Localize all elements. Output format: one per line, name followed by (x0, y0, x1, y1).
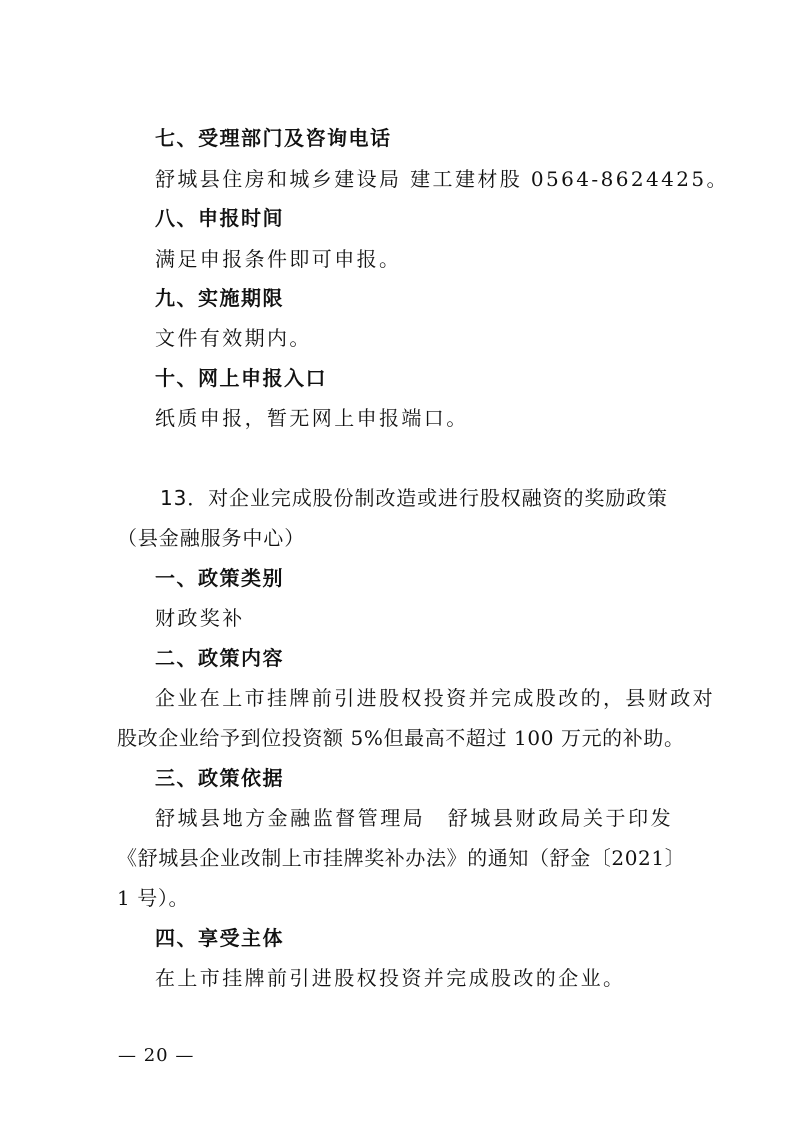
page-number: — 20 — (118, 1045, 195, 1066)
section-content-contact: 舒城县住房和城乡建设局 建工建材股 0564-8624425。 (155, 167, 729, 191)
policy-content-line-1: 企业在上市挂牌前引进股权投资并完成股改的，县财政对 (155, 686, 715, 710)
section-heading-policy-category: 一、政策类别 (155, 566, 284, 590)
section-heading-policy-basis: 三、政策依据 (155, 766, 284, 790)
section-content-policy-category: 财政奖补 (155, 606, 245, 630)
section-heading-policy-content: 二、政策内容 (155, 646, 284, 670)
section-content-application-time: 满足申报条件即可申报。 (155, 247, 402, 271)
policy-basis-line-1: 舒城县地方金融监督管理局 舒城县财政局关于印发 (155, 806, 673, 830)
policy-title-line-2: （县金融服务中心） (117, 526, 306, 550)
section-content-beneficiary: 在上市挂牌前引进股权投资并完成股改的企业。 (155, 966, 626, 990)
section-heading-application-time: 八、申报时间 (155, 206, 284, 230)
section-heading-online-entry: 十、网上申报入口 (155, 366, 327, 390)
section-content-online-entry: 纸质申报，暂无网上申报端口。 (155, 406, 469, 430)
policy-title-line-1: 13．对企业完成股份制改造或进行股权融资的奖励政策 (160, 486, 668, 510)
section-heading-validity-period: 九、实施期限 (155, 286, 284, 310)
section-heading-contact: 七、受理部门及咨询电话 (155, 126, 392, 150)
policy-content-line-2: 股改企业给予到位投资额 5%但最高不超过 100 万元的补助。 (117, 726, 685, 750)
section-content-validity-period: 文件有效期内。 (155, 326, 312, 350)
policy-basis-line-2: 《舒城县企业改制上市挂牌奖补办法》的通知（舒金〔2021〕 (117, 846, 686, 870)
section-heading-beneficiary: 四、享受主体 (155, 926, 284, 950)
policy-basis-line-3: 1 号）。 (117, 886, 190, 910)
